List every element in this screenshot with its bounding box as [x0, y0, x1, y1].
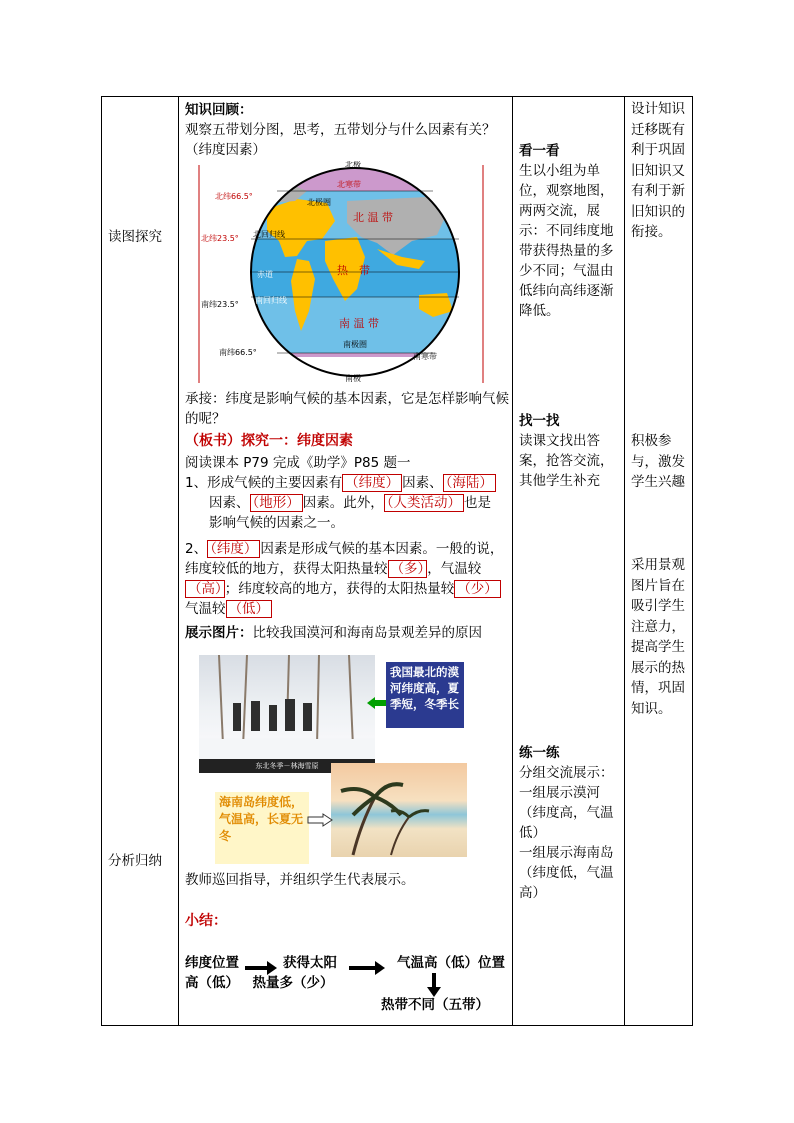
stage-label-read-map: 读图探究 [108, 229, 162, 245]
arrow-right-icon [307, 813, 333, 827]
stage-label-cell [102, 97, 179, 1026]
q2-answer-less: （少） [454, 580, 501, 598]
teacher-activity-cell [179, 97, 513, 1026]
summary-node-temperature: 气温高（低）位置 [397, 955, 505, 971]
review-answer: （纬度因素） [185, 142, 266, 158]
q2-answer-more: （多） [388, 560, 428, 578]
map-tropic-cancer: 北回归线 [253, 230, 285, 239]
mohe-winter-photo [199, 655, 375, 773]
find-section: 找一找 读课文找出答案，抢答交流，其他学生补充 [519, 413, 614, 489]
q1-answer-human: （人类活动） [384, 494, 464, 512]
intent-knowledge-transfer: 设计知识迁移既有利于巩固旧知识又有利于新旧知识的衔接。 [631, 101, 685, 240]
map-north-pole: 北极 [345, 161, 361, 169]
map-antarctic-circle: 南极圈 [343, 340, 367, 349]
five-zones-map [197, 161, 507, 383]
show-pictures: 展示图片：比较我国漠河和海南岛景观差异的原因 [185, 625, 482, 641]
hainan-note: 海南岛纬度低，气温高，长夏无冬 [215, 792, 309, 864]
map-arctic-circle: 北极圈 [307, 198, 331, 207]
summary-arrow-2 [349, 961, 385, 975]
q2-answer-latitude: （纬度） [207, 540, 260, 558]
map-south-temperate: 南 温 带 [339, 317, 379, 330]
hainan-beach-photo [331, 763, 467, 857]
map-south-pole: 南极 [345, 374, 361, 383]
mohe-note: 我国最北的漠河纬度高，夏季短，冬季长 [386, 662, 464, 728]
inquiry-title: （板书）探究一：纬度因素 [185, 433, 353, 449]
question-2: 2、 （纬度） 因素是形成气候的基本因素。一般的说， 纬度较低的地方，获得太阳热量较 （多） ，气温较 （高） ；纬度较高的地方，获得的太阳热量较 （少） 气温较 （低） [185, 541, 504, 617]
transition-text: 承接：纬度是影响气候的基本因素，它是怎样影响气候的呢？ [185, 391, 509, 427]
map-tropic-capricorn: 南回归线 [255, 296, 287, 305]
design-intent-cell [625, 97, 693, 1026]
intent-landscape-images: 采用景观图片旨在吸引学生注意力，提高学生展示的热情，巩固知识。 [631, 557, 685, 717]
q2-answer-low: （低） [226, 600, 273, 618]
map-lat-66s: 南纬66.5° [219, 348, 257, 357]
question-1: 1、形成气候的主要因素有 （纬度） 因素、 （海陆） 因素、 （地形） 因素。此外， （人类活动） 也是 影响气候的因素之一。 [185, 473, 515, 533]
summary-title: 小结： [185, 913, 227, 929]
intent-participation: 积极参与，激发学生兴趣 [631, 433, 685, 490]
map-lat-66n: 北纬66.5° [215, 192, 253, 201]
review-prompt: 观察五带划分图，思考，五带划分与什么因素有关？ [185, 122, 496, 138]
teacher-guidance: 教师巡回指导，并组织学生代表展示。 [185, 872, 415, 888]
lesson-table [101, 96, 693, 1026]
q1-answer-latitude: （纬度） [342, 474, 402, 492]
map-equator: 赤道 [257, 270, 273, 279]
stage-label-analyze: 分析归纳 [108, 853, 162, 869]
map-lat-23s: 南纬23.5° [201, 300, 239, 309]
q1-answer-sea-land: （海陆） [443, 474, 496, 492]
review-heading: 知识回顾： [185, 102, 253, 118]
mohe-photo-caption: 东北冬季－林海雪原 [199, 759, 375, 773]
map-north-temperate: 北 温 带 [353, 211, 393, 224]
look-section: 看一看 生以小组为单位，观察地图，两两交流，展示：不同纬度地带获得热量的多少不同；气温由低纬向高纬逐渐降低。 [519, 143, 614, 319]
q1-answer-terrain: （地形） [250, 494, 303, 512]
summary-arrow-3 [427, 973, 441, 997]
map-lat-23n: 北纬23.5° [201, 234, 239, 243]
student-activity-cell [513, 97, 625, 1026]
practice-section: 练一练 分组交流展示： 一组展示漠河（纬度高，气温低） 一组展示海南岛（纬度低，气温高） [519, 745, 614, 901]
map-arctic-zone: 北寒带 [337, 180, 361, 189]
summary-node-zones: 热带不同（五带） [381, 997, 489, 1013]
reading-task: 阅读课本 P79 完成《助学》P85 题一 [185, 455, 411, 471]
summary-node-latitude: 纬度位置 高（低） [185, 955, 239, 991]
map-antarctic-zone: 南寒带 [413, 352, 437, 361]
q2-answer-high: （高） [185, 580, 225, 598]
map-tropical: 热 带 [337, 264, 370, 277]
summary-node-heat: 获得太阳 热量多（少） [252, 955, 337, 991]
five-zones-globe-figure [197, 161, 507, 383]
